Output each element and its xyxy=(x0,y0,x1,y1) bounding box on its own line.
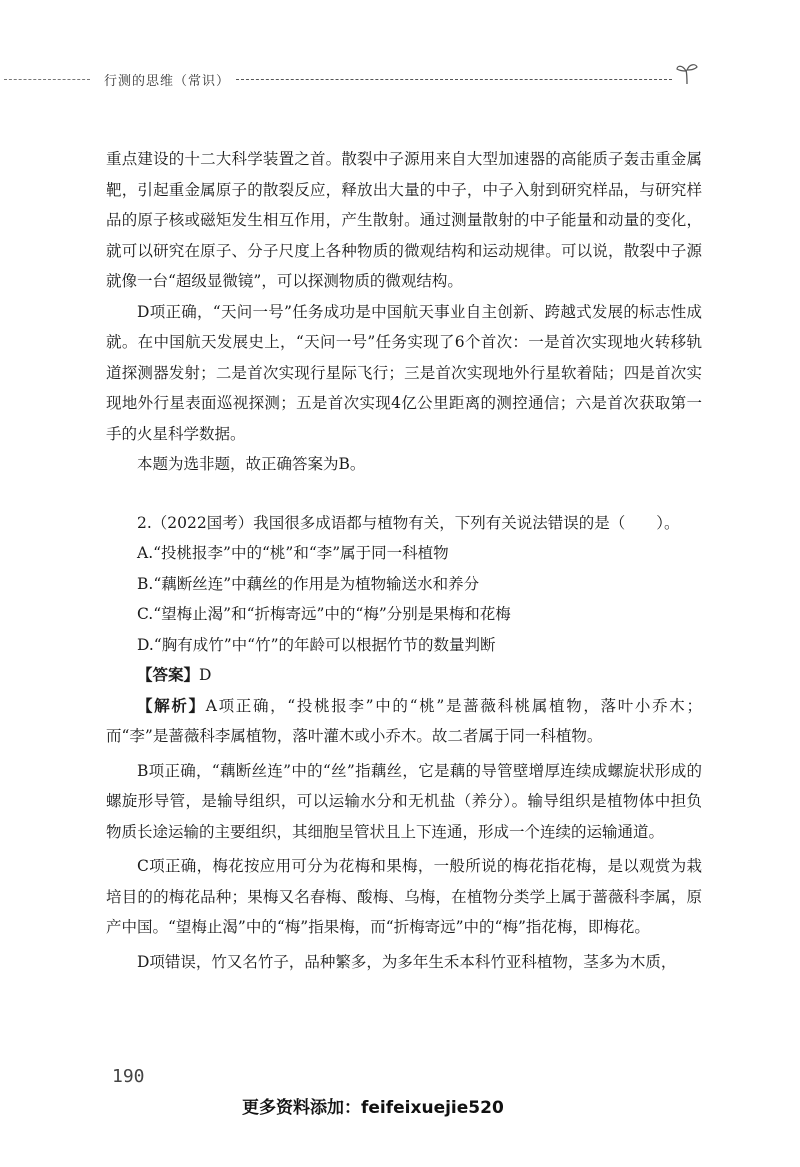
paragraph-option-d-tianwen: D项正确，“天问一号”任务成功是中国航天事业自主创新、跨越式发展的标志性成就。在中国航天发展史上，“天问一号”任务实现了6个首次：一是首次实现地火转移轨道探测器发射；二是首次实现行星际飞行；三是首次实现地外行星软着陆；四是首次实现地外行星表面巡视探测；五是首次实现4亿公里距离的测控通信；六是首次获取第一手的火星科学数据。 xyxy=(106,302,702,443)
analysis-b-paragraph: B项正确，“藕断丝连”中的“丝”指藕丝，它是藕的导管壁增厚连续成螺旋状形成的螺旋形导管，是输导组织，可以运输水分和无机盐（养分）。输导组织是植物体中担负物质长途运输的主要组织，其细胞呈管状且上下连通，形成一个连续的运输通道。 xyxy=(106,761,702,841)
analysis-label: 【解析】 xyxy=(137,695,206,715)
section-spacer xyxy=(106,480,702,508)
question-option-a: A.“投桃报李”中的“桃”和“李”属于同一科植物 xyxy=(137,544,449,562)
analysis-a-paragraph xyxy=(106,691,702,752)
answer-line xyxy=(106,660,702,691)
footer-contact: 更多资料添加：feifeixuejie520 xyxy=(242,1098,504,1118)
question-stem: 2.（2022国考）我国很多成语都与植物有关，下列有关说法错误的是（ ）。 xyxy=(137,513,680,532)
paragraph-answer-conclusion: 本题为选非题，故正确答案为B。 xyxy=(137,455,366,473)
running-header xyxy=(0,66,800,96)
running-header-title: 行测的思维（常识） xyxy=(104,74,231,89)
question-option-d: D.“胸有成竹”中“竹”的年龄可以根据竹节的数量判断 xyxy=(137,635,496,654)
analysis-c-paragraph: C项正确，梅花按应用可分为花梅和果梅，一般所说的梅花指花梅，是以观赏为栽培目的的梅花品种；果梅又名春梅、酸梅、乌梅，在植物分类学上属于蔷薇科李属，原产中国。“望梅止渴”中的“梅”指果梅，而“折梅寄远”中的“梅”指花梅，即梅花。 xyxy=(106,857,702,936)
header-dashed-rule-left xyxy=(4,79,90,80)
header-dashed-rule xyxy=(236,79,672,80)
analysis-a-text: A项正确，“投桃报李”中的“桃”是蔷薇科桃属植物，落叶小乔木；而“李”是蔷薇科李属植物，落叶灌木或小乔木。故二者属于同一科植物。 xyxy=(106,696,702,745)
answer-label: 【答案】 xyxy=(137,665,200,684)
question-option-c: C.“望梅止渴”和“折梅寄远”中的“梅”分别是果梅和花梅 xyxy=(137,605,511,623)
analysis-d-paragraph: D项错误，竹又名竹子，品种繁多，为多年生禾本科竹亚科植物，茎多为木质， xyxy=(137,952,677,971)
answer-value: D xyxy=(199,666,212,684)
question-option-b: B.“藕断丝连”中藕丝的作用是为植物输送水和养分 xyxy=(137,574,480,593)
sprout-icon xyxy=(674,60,700,86)
paragraph-neutron-source: 重点建设的十二大科学装置之首。散裂中子源用来自大型加速器的高能质子轰击重金属靶，引起重金属原子的散裂反应，释放出大量的中子，中子入射到研究样品，与研究样品的原子核或磁矩发生相互作用，产生散射。通过测量散射的中子能量和动量的变化，就可以研究在原子、分子尺度上各种物质的微观结构和运动规律。可以说，散裂中子源就像一台“超级显微镜”，可以探测物质的微观结构。 xyxy=(106,150,702,290)
page-content xyxy=(106,144,702,977)
page-number: 190 xyxy=(112,1066,145,1087)
